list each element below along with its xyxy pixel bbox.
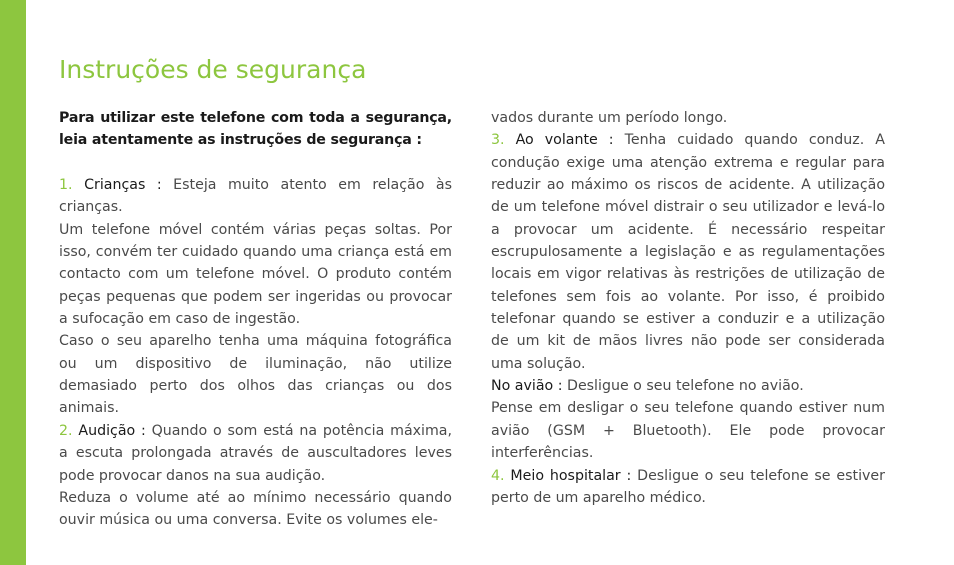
section-paragraph: Pense em desligar o seu telefone quando estiver num avião (GSM + Bluetooth). Ele pode provocar interferências. — [491, 400, 885, 462]
section-number: 4. — [491, 467, 505, 484]
intro-text: Para utilizar este telefone com toda a segurança, leia atentamente as instruções de segurança : — [59, 110, 452, 149]
section-heading: No avião : — [491, 378, 563, 395]
spacer — [59, 152, 452, 174]
section-number: 1. — [59, 177, 73, 194]
left-column — [59, 107, 452, 532]
section-heading: Ao volante : — [515, 132, 614, 149]
section-paragraph-continued: vados durante um período longo. — [491, 110, 728, 126]
section-volante — [491, 129, 885, 375]
section-number: 2. — [59, 422, 73, 439]
section-heading: Crianças : — [84, 177, 162, 194]
section-heading: Meio hospitalar : — [510, 467, 632, 484]
section-lead: Quando o som está na potência máxima, a escuta prolongada através de auscultadores leves pode provocar danos na sua audição. — [59, 422, 452, 484]
side-accent-bar — [0, 0, 26, 565]
section-lead: Tenha cuidado quando conduz. A condução exige uma atenção extrema e regular para reduzir ao máximo os riscos de acidente. A utilização de um telefone móvel distrair o seu utilizador e levá-lo a provocar um acidente. É necessário respeitar escrupulosamente a legislação e as regulamentações locais em vigor relativas às restrições de utilização de telefones sem fois ao volante. Por isso, é proibido telefonar quando se estiver a conduzir e a utilização de um kit de mãos livres não pode ser considerada uma solução. — [491, 132, 885, 372]
section-lead: Desligue o seu telefone se estiver perto de um aparelho médico. — [491, 467, 885, 506]
section-lead: Desligue o seu telefone no avião. — [567, 378, 804, 395]
section-paragraph: Caso o seu aparelho tenha uma máquina fotográfica ou um dispositivo de iluminação, não utilize demasiado perto dos olhos das crianças ou dos animais. — [59, 333, 452, 417]
right-column — [491, 107, 885, 509]
page-title: Instruções de segurança — [59, 55, 367, 84]
section-lead: Esteja muito atento em relação às crianças. — [59, 177, 452, 216]
section-aviao — [491, 375, 885, 397]
section-paragraph: Reduza o volume até ao mínimo necessário quando ouvir música ou uma conversa. Evite os volumes ele- — [59, 489, 452, 529]
section-hospitalar — [491, 465, 885, 510]
section-heading: Audição : — [78, 422, 146, 439]
section-paragraph: Um telefone móvel contém várias peças soltas. Por isso, convém ter cuidado quando uma criança está em contacto com um telefone móvel. O produto contém peças pequenas que podem ser ingeridas ou provocar a sufocação em caso de ingestão. — [59, 221, 452, 328]
section-criancas-intro — [59, 174, 452, 219]
section-audicao-intro — [59, 420, 452, 487]
section-number: 3. — [491, 132, 505, 149]
